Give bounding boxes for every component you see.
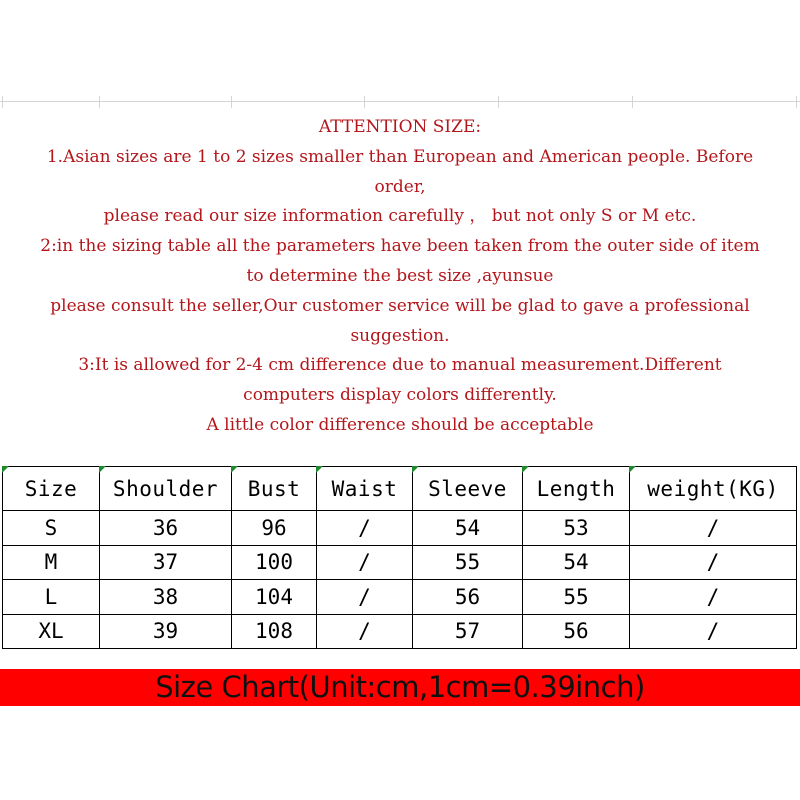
table-cell: 57 xyxy=(413,614,523,649)
ruler-divider xyxy=(0,96,800,108)
notice-line: 1.Asian sizes are 1 to 2 sizes smaller than European and American people. Before xyxy=(46,146,754,167)
corner-marker xyxy=(412,466,419,473)
table-cell: / xyxy=(630,580,797,615)
table-cell: 39 xyxy=(100,614,232,649)
table-cell: 96 xyxy=(232,511,317,546)
table-cell: 36 xyxy=(100,511,232,546)
notice-line: please consult the seller,Our customer service will be glad to gave a professional xyxy=(50,295,750,316)
table-cell: 56 xyxy=(413,580,523,615)
table-cell: / xyxy=(630,614,797,649)
table-cell: S xyxy=(3,511,100,546)
table-cell: M xyxy=(3,545,100,580)
header-waist: Waist xyxy=(317,467,413,511)
notice-line: computers display colors differently. xyxy=(243,385,557,406)
header-shoulder: Shoulder xyxy=(100,467,232,511)
table-cell: / xyxy=(317,614,413,649)
table-cell: 55 xyxy=(413,545,523,580)
table-cell: L xyxy=(3,580,100,615)
table-cell: 104 xyxy=(232,580,317,615)
notice-line: to determine the best size ,ayunsue xyxy=(246,265,554,286)
table-cell: 54 xyxy=(523,545,630,580)
notice-line: 3:It is allowed for 2-4 cm difference due to manual measurement.Different xyxy=(78,355,722,376)
table-row xyxy=(3,511,797,546)
size-table xyxy=(2,466,797,649)
header-bust: Bust xyxy=(232,467,317,511)
table-cell: 100 xyxy=(232,545,317,580)
table-cell: / xyxy=(317,545,413,580)
header-weight: weight(KG) xyxy=(630,467,797,511)
corner-marker xyxy=(231,466,238,473)
table-cell: / xyxy=(630,511,797,546)
notice-title: ATTENTION SIZE: xyxy=(318,117,482,137)
corner-marker xyxy=(522,466,529,473)
table-cell: / xyxy=(317,511,413,546)
table-cell: 108 xyxy=(232,614,317,649)
corner-marker xyxy=(629,466,636,473)
table-cell: 54 xyxy=(413,511,523,546)
size-notice xyxy=(0,113,800,441)
table-cell: 37 xyxy=(100,545,232,580)
table-cell: / xyxy=(317,580,413,615)
table-row xyxy=(3,614,797,649)
table-row xyxy=(3,580,797,615)
table-cell: 55 xyxy=(523,580,630,615)
table-row xyxy=(3,545,797,580)
corner-marker xyxy=(316,466,323,473)
notice-line: order, xyxy=(374,176,426,197)
corner-marker xyxy=(99,466,106,473)
table-header-row xyxy=(3,467,797,511)
table-cell: XL xyxy=(3,614,100,649)
notice-line: suggestion. xyxy=(350,325,450,346)
notice-line: please read our size information carefully ， but not only S or M etc. xyxy=(103,206,697,227)
notice-line: A little color difference should be acceptable xyxy=(206,414,594,435)
table-cell: 56 xyxy=(523,614,630,649)
header-sleeve: Sleeve xyxy=(413,467,523,511)
table-cell: 53 xyxy=(523,511,630,546)
size-chart-caption: Size Chart(Unit:cm,1cm=0.39inch) xyxy=(0,669,800,706)
header-size: Size xyxy=(3,467,100,511)
notice-line: 2:in the sizing table all the parameters have been taken from the outer side of item xyxy=(40,236,760,257)
header-length: Length xyxy=(523,467,630,511)
table-cell: / xyxy=(630,545,797,580)
table-cell: 38 xyxy=(100,580,232,615)
corner-marker xyxy=(2,466,9,473)
